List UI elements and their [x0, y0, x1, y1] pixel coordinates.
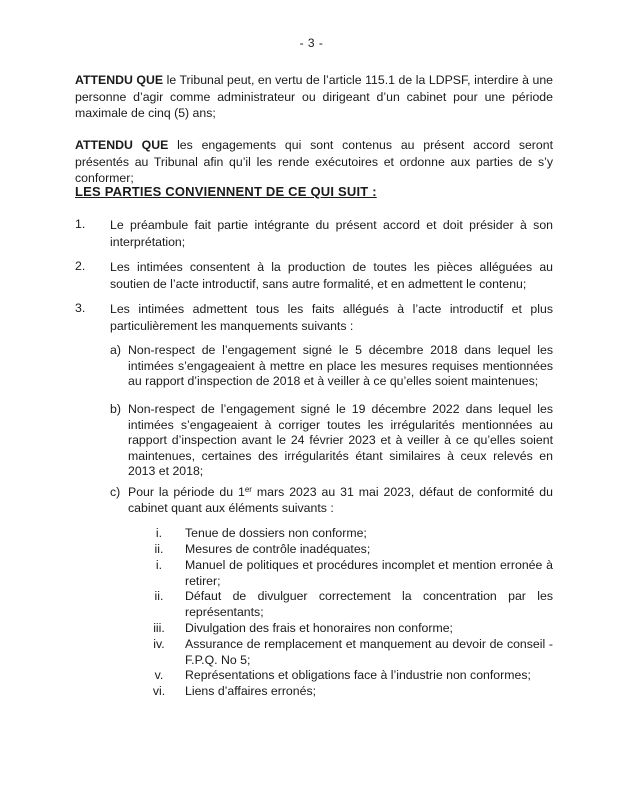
sub-item-text	[128, 485, 553, 516]
roman-item-text: Divulgation des frais et honoraires non conforme;	[185, 621, 453, 635]
page-number: - 3 -	[299, 36, 324, 50]
item-text: Le préambule fait partie intégrante du présent accord et doit présider à son interprétation;	[110, 218, 553, 249]
sub-item-text: Non-respect de l’engagement signé le 19 décembre 2022 dans lequel les intimées s’engageaient à corriger toutes les irrégularités mentionnées au rapport d’inspection avant le 24 février 2023 et à veiller à ce qu’elles soient maintenues, certaines des irrégularités étant similaires à ceux relevés en 2013 et 2018;	[128, 402, 553, 478]
preamble-lead-1: ATTENDU QUE	[75, 73, 164, 87]
sub-item-text: Non-respect de l’engagement signé le 5 décembre 2018 dans lequel les intimées s’engageaient à mettre en place les mesures requises mentionnées au rapport d’inspection de 2018 et à veiller à ce qu’elles soient maintenues;	[128, 343, 553, 388]
preamble-paragraph-1	[75, 72, 553, 122]
roman-item-text: Liens d’affaires erronés;	[185, 684, 317, 698]
preamble-text-2: les engagements qui sont contenus au présent accord seront présentés au Tribunal afin qu’il les rende exécutoires et ordonne aux parties de s’y conformer;	[75, 138, 553, 185]
sub-item-text-before: Pour la période du 1	[128, 485, 245, 499]
roman-numeral: v.	[154, 668, 164, 682]
roman-item-text: Assurance de remplacement et manquement au devoir de conseil - F.P.Q. No 5;	[185, 637, 553, 667]
roman-item-text: Manuel de politiques et procédures incomplet et mention erronée à retirer;	[185, 558, 553, 588]
roman-numeral: ii.	[154, 542, 164, 556]
roman-numeral: ii.	[154, 589, 164, 603]
roman-numeral: i.	[155, 526, 163, 540]
roman-numeral: iv.	[153, 637, 165, 651]
roman-numeral: vi.	[152, 684, 166, 698]
preamble-lead-2: ATTENDU QUE	[75, 138, 169, 152]
roman-item-text: Défaut de divulguer correctement la concentration par les représentants;	[185, 589, 553, 619]
roman-item-text: Tenue de dossiers non conforme;	[185, 526, 367, 540]
item-number: 1.	[75, 217, 86, 231]
sub-item-letter: a)	[110, 343, 121, 357]
item-text: Les intimées consentent à la production de toutes les pièces alléguées au soutien de l’acte introductif, sans autre formalité, et en admettent le contenu;	[110, 260, 553, 291]
sub-item-text-after: mars 2023 au 31 mai 2023, défaut de conformité du cabinet quant aux éléments suivants :	[128, 485, 553, 515]
section-heading: LES PARTIES CONVIENNENT DE CE QUI SUIT :	[75, 184, 377, 199]
item-number: 3.	[75, 301, 86, 315]
roman-numeral: i.	[155, 558, 163, 572]
item-text: Les intimées admettent tous les faits allégués à l’acte introductif et plus particulièrement les manquements suivants :	[110, 302, 553, 333]
roman-item-text: Représentations et obligations face à l’industrie non conformes;	[185, 668, 531, 682]
roman-item-text: Mesures de contrôle inadéquates;	[185, 542, 371, 556]
preamble-text-1: le Tribunal peut, en vertu de l’article 115.1 de la LDPSF, interdire à une personne d’agir comme administrateur ou dirigeant d’un cabinet pour une période maximale de cinq (5) ans;	[75, 73, 553, 120]
ordinal-superscript: er	[244, 485, 252, 494]
roman-numeral: iii.	[153, 621, 165, 635]
sub-item-letter: b)	[110, 402, 121, 416]
item-number: 2.	[75, 259, 86, 273]
preamble-paragraph-2	[75, 137, 553, 187]
sub-item-letter: c)	[110, 485, 121, 499]
